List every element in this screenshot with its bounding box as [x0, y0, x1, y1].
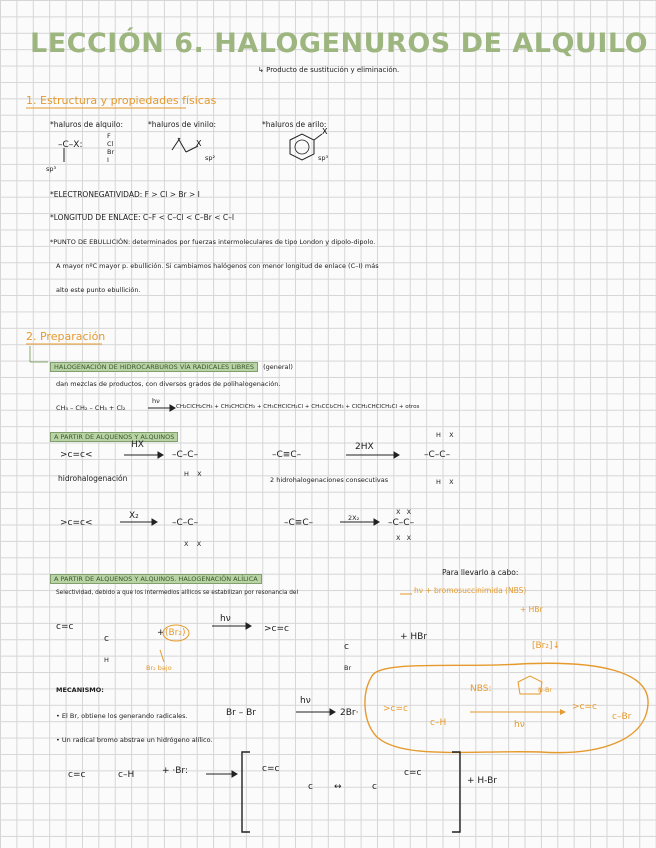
br2-circled: (Br₂): [165, 628, 186, 638]
sp3-label-aryl: sp³: [318, 154, 329, 162]
alkyl-structure: –C–X:: [58, 140, 83, 150]
resonance-b-c: c=c: [404, 768, 422, 778]
mechanism-heading: MECANISMO:: [56, 686, 104, 694]
br-br: Br – Br: [226, 708, 256, 718]
bracket-right: [452, 752, 460, 832]
aryl-x: X: [322, 127, 328, 136]
hv-label-3: hν: [514, 720, 525, 730]
br2-reagent: +: [157, 628, 165, 638]
br2-low-note: Br₂ bajo: [146, 664, 172, 672]
orange-product: >c=c: [572, 702, 597, 712]
nbs-label: NBS:: [470, 684, 492, 694]
allyl-reactant: c=c: [56, 622, 74, 632]
product-hx: –C–C–: [172, 450, 199, 460]
product-2hx: –C–C–: [424, 450, 451, 460]
bond-lines: [64, 138, 198, 162]
product-x2-x: X X: [184, 540, 202, 548]
box-allylic-halogenation: A PARTIR DE ALQUENOS Y ALQUINOS. HALOGENACIÓN ALÍLICA: [50, 566, 262, 585]
reaction-arrows: [120, 405, 399, 777]
sp3-label-alkyl: sp³: [46, 165, 57, 173]
allyl-reactant-h: H: [104, 656, 109, 664]
type-alkyl: *haluros de alquilo:: [50, 120, 123, 129]
orange-ch: c–H: [430, 718, 447, 728]
mixture-note: dan mezclas de productos, con diversos grados de polihalogenación.: [56, 380, 281, 388]
section-1-heading: 1. Estructura y propiedades físicas: [26, 94, 217, 107]
nbs-note: hν + bromosuccinimida (NBS): [414, 586, 527, 595]
br2-circle: [163, 625, 189, 641]
aryl-ring: [290, 134, 314, 160]
allyl-product: >c=c: [264, 624, 289, 634]
br2-pointer: [160, 650, 164, 662]
selectivity-note: Selectividad, debido a que los intermedios alílicos se estabilizan por resonancia del: [56, 590, 299, 596]
orange-arrow-head: [560, 709, 566, 715]
product-2x2-top: X X: [396, 508, 412, 516]
nbs-nbr: N-Br: [538, 686, 553, 694]
boiling-point-2: A mayor nºC mayor p. ebullición. Si cambiamos halógenos con menor longitud de enlace (C–I) más: [56, 262, 379, 270]
allyl-product-c: c: [344, 642, 349, 652]
product-2hx-top: H X: [436, 431, 454, 439]
alkyne-2: –C≡C–: [284, 518, 314, 528]
alkene-2: >c=c<: [60, 518, 93, 528]
section-2-heading: 2. Preparación: [26, 330, 106, 343]
two-br-radicals: 2Br·: [340, 708, 359, 718]
halogen-list: F Cl Br I: [107, 132, 115, 164]
boiling-point-3: alto este punto ebullición.: [56, 286, 141, 294]
para-llevarlo: Para llevarlo a cabo:: [442, 568, 519, 577]
mechanism-step-1: • El Br, obtiene los generando radicales.: [56, 712, 188, 720]
sp2-label: sp²: [205, 154, 216, 162]
alkene-1: >c=c<: [60, 450, 93, 460]
subtitle: ↳ Producto de sustitución y eliminación.: [258, 66, 400, 74]
vinyl-x: X: [196, 139, 202, 148]
type-aryl: *haluros de arilo:: [262, 120, 327, 129]
bracket-left: [242, 752, 250, 832]
type-vinyl: *haluros de vinilo:: [148, 120, 217, 129]
product-2hx-bottom: H X: [436, 478, 454, 486]
electronegativity: *ELECTRONEGATIVIDAD: F > Cl > Br > I: [50, 190, 200, 199]
page-title: LECCIÓN 6. HALOGENUROS DE ALQUILO: [30, 28, 649, 59]
resonance-arrow: ↔: [334, 782, 342, 792]
eq1-left: CH₃ – CH₂ – CH₃ + Cl₂: [56, 404, 126, 412]
mechanism-step-2: • Un radical bromo abstrae un hidrógeno alílico.: [56, 736, 213, 744]
eq1-arrow-label: hν: [152, 397, 160, 405]
section-underlines: [26, 108, 186, 344]
hydrohalogenation: hidrohalogenación: [58, 474, 128, 483]
hbr-product: + HBr: [400, 632, 428, 642]
orange-alkene: >c=c: [383, 704, 408, 714]
br-radical: + ·Br:: [162, 766, 189, 776]
orange-product-br: c–Br: [612, 712, 632, 722]
resonance-b: c: [372, 782, 377, 792]
plus-hbr-note: + HBr: [520, 605, 543, 614]
product-x2: –C–C–: [172, 518, 199, 528]
aryl-x-bond: [314, 134, 322, 140]
vinyl-bond-2: [172, 138, 180, 150]
product-hx-hx: H X: [184, 470, 202, 478]
allyl-reactant-ch: c: [104, 634, 109, 644]
nbs-ring: [518, 676, 542, 694]
product-2x2-bottom: X X: [396, 534, 412, 542]
bond-length: *LONGITUD DE ENLACE: C–F < C–Cl < C–Br < C–I: [50, 213, 235, 222]
reagent-2hx: 2HX: [355, 442, 374, 452]
resonance-a-c: c: [308, 782, 313, 792]
reagent-2x2: 2X₂: [348, 514, 360, 522]
aryl-ring-inner: [295, 140, 309, 154]
box-radical-halogenation: HALOGENACIÓN DE HIDROCARBUROS VÍA RADICALES LIBRES (general): [50, 354, 293, 373]
two-hydrohalogenations: 2 hidrohalogenaciones consecutivas: [270, 476, 389, 484]
br2-down: [Br₂]↓: [532, 641, 561, 651]
alkyne-1: –C≡C–: [272, 450, 302, 460]
product-2x2: –C–C–: [388, 518, 415, 528]
boiling-point-1: *PUNTO DE EBULLICIÓN: determinados por fuerzas intermoleculares de tipo London y dipolo-dipolo.: [50, 238, 376, 246]
resonance-a: c=c: [262, 764, 280, 774]
nbs-loop: [365, 663, 648, 752]
hv-label-2: hν: [300, 696, 311, 706]
eq1-products: CH₂ClCH₂CH₃ + CH₃CHClCH₃ + CH₃CHClCH₂Cl + CH₃CCl₂CH₃ + ClCH₂CHClCH₂Cl + otros: [176, 404, 420, 410]
reagent-x2: X₂: [129, 511, 139, 521]
reagent-hx: HX: [131, 440, 144, 450]
box-alkenes-alkynes: A PARTIR DE ALQUENOS Y ALQUINOS: [50, 424, 178, 443]
hbr-byproduct: + H-Br: [467, 776, 497, 786]
allyl-h-c: c–H: [118, 770, 135, 780]
allyl-h-reactant: c=c: [68, 770, 86, 780]
hv-label-1: hν: [220, 614, 231, 624]
allyl-product-br: Br: [344, 664, 352, 672]
